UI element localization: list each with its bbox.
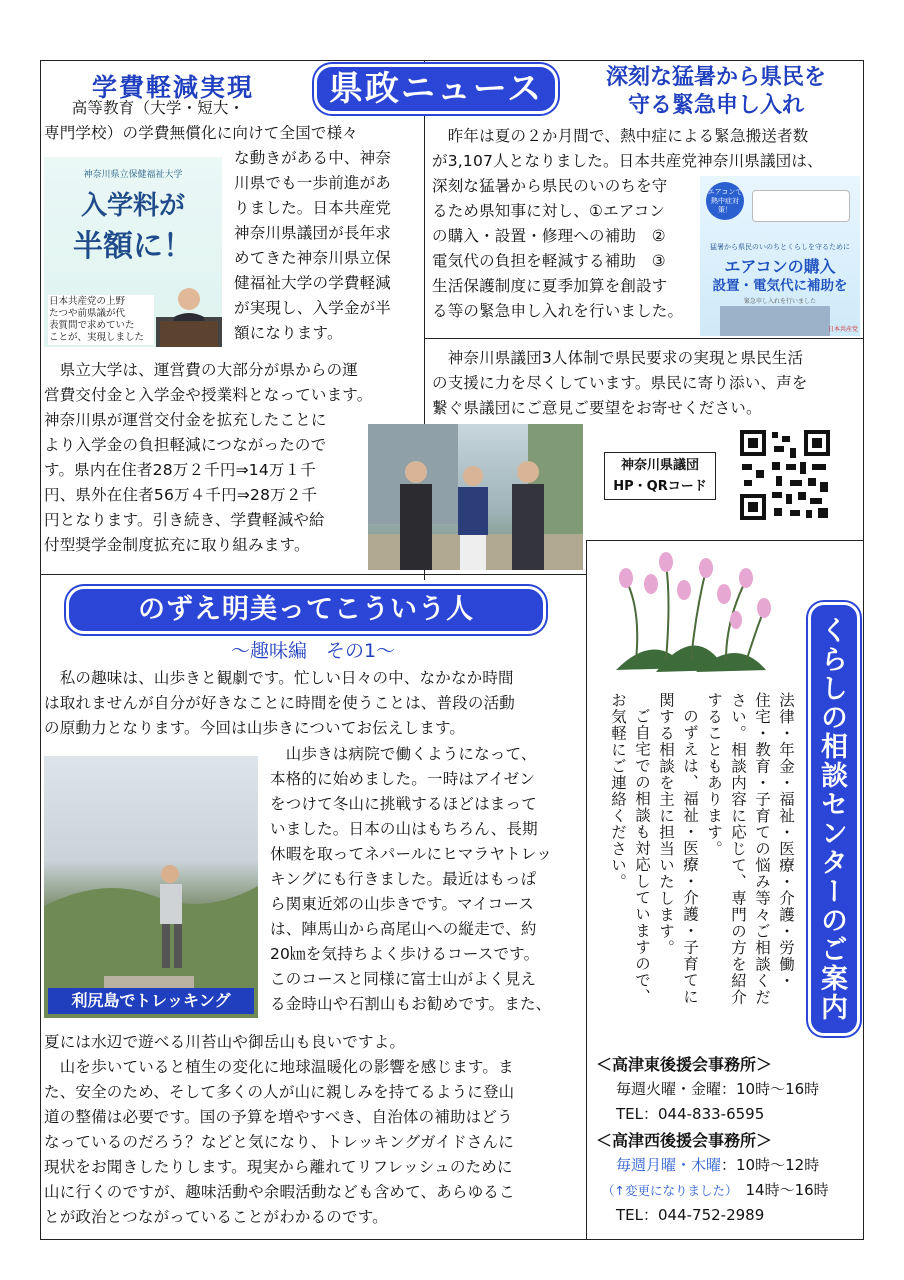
flyer-party: 日本共産党 <box>828 326 859 333</box>
text-line: 健福祉大学の学費軽減 <box>234 274 392 292</box>
delegation-photo <box>368 424 583 570</box>
office-hours-row2 <box>596 1178 862 1203</box>
flyer-main1: エアコンの購入 <box>724 257 836 276</box>
text-line: 繋ぐ県議団にご意見ご要望をお寄せください。 <box>432 399 762 417</box>
text-line: をつけて冬山に挑戦するほどはまって <box>270 795 537 813</box>
text-line: めてきた神奈川県立保 <box>234 249 392 267</box>
text-line: が実現し、入学金が半 <box>234 299 392 317</box>
qr-label-line1: 神奈川県議団 <box>620 458 699 473</box>
text-line: 県立大学は、運営費の大部分が県からの運 <box>44 361 359 379</box>
text-column: ご自宅での相談も対応していますので、 <box>633 708 651 1005</box>
text-column: お気軽にご連絡ください。 <box>609 692 627 890</box>
trekking-photo <box>44 756 258 1018</box>
text-line: 高等教育（大学・短大・ <box>56 99 245 117</box>
text-line: 深刻な猛暑から県民のいのちを守 <box>432 177 668 195</box>
text-line: りました。日本共産党 <box>234 199 392 217</box>
text-line: キングにも行きました。最近はもっぱ <box>270 870 537 888</box>
text-line: 額になります。 <box>234 324 343 342</box>
text-line: 20㎞を気持ちよく歩けるコースです。 <box>270 945 540 963</box>
text-line: す。県内在住者28万２千円⇒14万１千 <box>44 461 316 479</box>
office-east <box>596 1052 862 1127</box>
text-column: のずえは、福祉・医療・介護・子育てに <box>681 708 699 1005</box>
flower-illustration-icon <box>596 550 776 680</box>
text-line: 電気代の負担を軽減する補助 ③ <box>432 252 666 270</box>
office-west <box>596 1128 862 1228</box>
profile-banner: のずえ明美ってこういう人 <box>66 586 546 634</box>
heatwave-heading-line2: 守る緊急申し入れ <box>627 93 804 118</box>
qr-label <box>604 452 716 500</box>
text-line: 生活保護制度に夏季加算を創設す <box>432 277 668 295</box>
delegation-body <box>432 346 860 421</box>
masthead-title: 県政ニュース <box>314 64 558 114</box>
text-line: は取れませんが自分が好きなことに時間を使うことは、普段の活動 <box>44 694 516 712</box>
poster-line2: 半額に！ <box>73 229 193 264</box>
text-line: 神奈川県が運営交付金を拡充したことに <box>44 411 327 429</box>
office-tel[interactable]: TEL：044-833-6595 <box>616 1105 765 1123</box>
text-line: が3,107人となりました。日本共産党神奈川県議団は、 <box>432 152 823 170</box>
poster-caption <box>48 295 154 345</box>
aircon-flyer <box>700 176 860 336</box>
text-line: た、安全のため、そして多くの人が山に親しみを持てるように登山 <box>44 1083 515 1101</box>
poster-line1: 入学料が <box>80 191 185 221</box>
poster-school: 神奈川県立保健福祉大学 <box>83 170 183 180</box>
tuition-poster <box>44 157 222 347</box>
text-line: の購入・設置・修理への補助 ② <box>432 227 666 245</box>
flyer-badge: エアコンで熱中症対策！ <box>706 182 744 220</box>
flyer-sub: 猛暑から県民のいのちとくらしを守るために <box>710 243 850 251</box>
text-line: ら関東近郊の山歩きです。マイコース <box>270 895 534 913</box>
text-column: さい。相談内容に応じて、専門の方を紹介 <box>729 692 747 1006</box>
text-line: 円、県外在住者56万４千円⇒28万２千 <box>44 486 318 504</box>
consult-body <box>588 692 798 1040</box>
photo-caption: 利尻島でトレッキング <box>48 988 254 1014</box>
text-line: 川県でも一歩前進があ <box>234 174 392 192</box>
heatwave-heading-line1: 深刻な猛暑から県民を <box>605 65 826 90</box>
caption-line: 表質問で求めていた <box>49 320 135 331</box>
text-column: 法律・年金・福祉・医療・介護・労働・ <box>777 692 795 989</box>
text-line: より入学金の負担軽減につながったので <box>44 436 327 454</box>
text-line: とが政治とつながっていることがわかるのです。 <box>44 1208 388 1226</box>
text-line: は、陣馬山から高尾山への縦走で、約 <box>270 920 537 938</box>
text-line: 付型奨学金制度拡充に取り組みます。 <box>44 536 310 554</box>
text-line: 山を歩いていると植生の変化に地球温暖化の影響を感じます。ま <box>44 1058 514 1076</box>
text-line: 現状をお聞きしたりします。現実から離れてリフレッシュのために <box>44 1158 513 1176</box>
heatwave-heading <box>586 64 846 120</box>
caption-line: ことが、実現しました <box>49 332 145 343</box>
speaker-photo <box>156 269 222 347</box>
text-line: 道の整備は必要です。国の予算を増やすべき、自治体の補助はどう <box>44 1108 513 1126</box>
text-line: 円となります。引き続き、学費軽減や給 <box>44 511 325 529</box>
text-line: 専門学校）の学費無償化に向けて全国で様々 <box>44 124 359 142</box>
text-column: 住宅・教育・子育ての悩み等々ご相談くだ <box>753 692 771 1006</box>
office-name: ＜高津西後援会事務所＞ <box>596 1131 773 1150</box>
text-line: な動きがある中、神奈 <box>234 149 392 167</box>
text-line: るため県知事に対し、①エアコン <box>432 202 666 220</box>
office-note: （↑変更になりました） <box>602 1183 738 1198</box>
aircon-unit-icon <box>752 190 850 222</box>
office-days: 毎週月曜・木曜 <box>616 1156 722 1174</box>
office-tel[interactable]: TEL：044-752-2989 <box>616 1206 765 1224</box>
text-column: 関する相談を主に担当いたします。 <box>657 692 675 956</box>
text-line: 夏には水辺で遊べる川苔山や御岳山も良いですよ。 <box>44 1033 406 1051</box>
text-line: このコースと同様に富士山がよく見え <box>270 970 537 988</box>
office-hours: ：10時～12時 <box>721 1156 820 1174</box>
text-line: 私の趣味は、山歩きと観劇です。忙しい日々の中、なかなか時間 <box>44 669 514 687</box>
text-line: の原動力となります。今回は山歩きについてお伝えします。 <box>44 719 466 737</box>
office-hours-row <box>596 1153 862 1178</box>
caption-line: 日本共産党の上野 <box>49 296 126 307</box>
text-line: 昨年は夏の２か月間で、熱中症による緊急搬送者数 <box>432 127 809 145</box>
consult-banner: くらしの相談センターのご案内 <box>808 602 860 1036</box>
office-name: ＜高津東後援会事務所＞ <box>596 1055 773 1074</box>
flyer-photo <box>720 306 830 336</box>
profile-subtitle: ～趣味編 その1～ <box>230 640 396 662</box>
office-hours: 毎週火曜・金曜：10時～16時 <box>616 1080 820 1098</box>
profile-intro <box>44 666 584 741</box>
qr-code-icon[interactable] <box>738 428 832 522</box>
people-illustration <box>368 424 583 570</box>
profile-rest <box>44 1030 584 1230</box>
profile-side <box>270 742 582 1017</box>
flyer-main2: 設置・電気代に補助を <box>712 278 848 294</box>
text-line: いました。日本の山はもちろん、長期 <box>270 820 538 838</box>
text-line: 休暇を取ってネパールにヒマラヤトレッ <box>270 845 552 863</box>
text-line: 本格的に始めました。一時はアイゼン <box>270 770 536 788</box>
text-line: る金時山や石割山もお勧めです。また、 <box>270 995 552 1013</box>
text-line: 営費交付金と入学金や授業料となっています。 <box>44 386 373 404</box>
qr-label-line2: HP・QRコード <box>613 479 707 494</box>
text-line: 神奈川県議団が長年求 <box>234 224 392 242</box>
flyer-small: 緊急申し入れを行いました <box>743 298 816 305</box>
text-line: 神奈川県議団3人体制で県民要求の実現と県民生活 <box>432 349 804 367</box>
text-line: 山に行くのですが、趣味活動や余暇活動なども含めて、あらゆるこ <box>44 1183 515 1201</box>
divider-delegation <box>424 338 864 339</box>
office-hours: 14時～16時 <box>745 1181 829 1199</box>
divider-profile <box>40 574 586 575</box>
text-line: る等の緊急申し入れを行いました。 <box>432 302 684 320</box>
tuition-para2 <box>44 358 422 558</box>
text-line: の支援に力を尽くしています。県民に寄り添い、声を <box>432 374 808 392</box>
text-column: することもあります。 <box>705 692 723 857</box>
caption-line: たつや前県議が代 <box>49 308 126 319</box>
text-line: 山歩きは病院で働くようになって、 <box>270 745 537 763</box>
text-line: なっているのだろう？などと気になり、トレッキングガイドさんに <box>44 1133 514 1151</box>
hiker-illustration <box>44 756 258 1018</box>
tuition-heading: 学費軽減実現 <box>92 73 255 102</box>
